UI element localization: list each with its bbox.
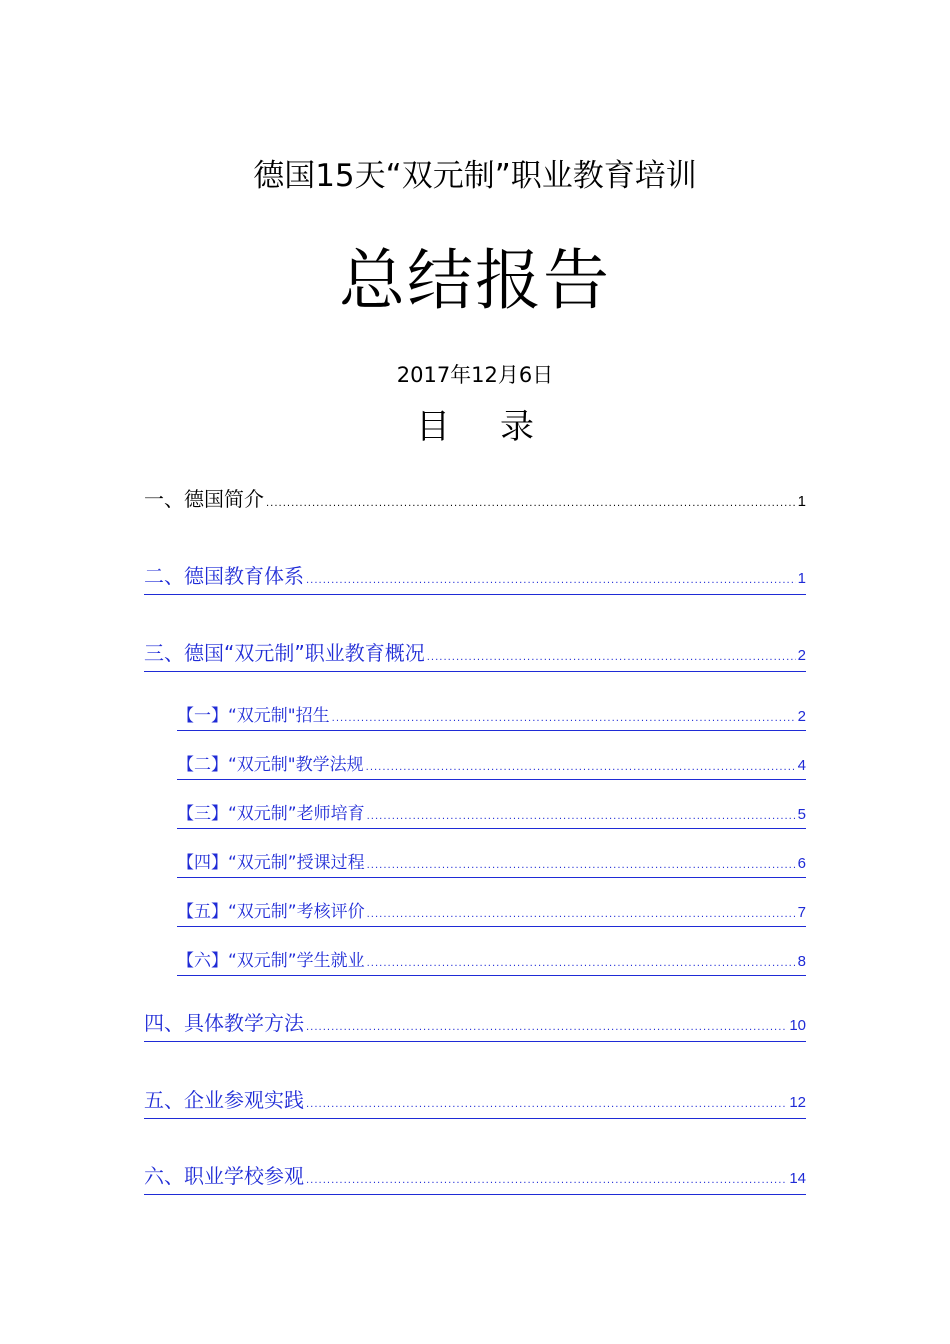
toc-entry-label: 【五】“双元制”考核评价 [177,902,365,922]
document-subtitle: 德国15天“双元制”职业教育培训 [253,158,697,194]
toc-page-number: 7 [797,904,806,921]
toc-leader-dots [306,1100,787,1110]
toc-leader-dots [266,499,796,509]
toc-leader-dots [427,653,796,663]
toc-page-number: 4 [797,757,806,774]
toc-page-number: 1 [797,493,806,510]
toc-entry-education-system[interactable] [144,561,806,595]
toc-entry-label: 四、具体教学方法 [144,1011,304,1035]
toc-heading: 目录 [416,407,584,447]
toc-entry-label: 六、职业学校参观 [144,1164,304,1188]
toc-entry-label: 【六】“双元制”学生就业 [177,951,365,971]
toc-page-number: 10 [789,1017,806,1034]
toc-page-number: 8 [797,953,806,970]
toc-entry-label: 五、企业参观实践 [144,1088,304,1112]
toc-entry-teacher-training[interactable] [177,801,806,829]
toc-page-number: 12 [789,1094,806,1111]
toc-leader-dots [367,959,796,969]
document-title: 总结报告 [339,242,611,319]
toc-entry-teaching-regulations[interactable] [177,752,806,780]
toc-page-number: 14 [789,1170,806,1187]
toc-leader-dots [306,1176,787,1186]
toc-leader-dots [367,910,796,920]
toc-entry-label: 【二】“双元制"教学法规 [177,755,364,775]
toc-entry-label: 【三】“双元制”老师培育 [177,804,365,824]
toc-entry-label: 【四】“双元制”授课过程 [177,853,365,873]
toc-entry-teaching-methods[interactable] [144,1008,806,1042]
toc-entry-label: 二、德国教育体系 [144,564,304,588]
toc-page-number: 2 [797,647,806,664]
toc-entry-label: 一、德国简介 [144,487,264,511]
toc-entry-teaching-process[interactable] [177,850,806,878]
toc-leader-dots [367,812,796,822]
toc-leader-dots [367,861,796,871]
toc-entry-assessment[interactable] [177,899,806,927]
toc-entry-employment[interactable] [177,948,806,976]
toc-page-number: 5 [797,806,806,823]
toc-leader-dots [366,763,796,773]
toc-entry-germany-intro[interactable] [144,484,806,517]
toc-leader-dots [332,714,796,724]
toc-entry-school-visits[interactable] [144,1161,806,1195]
toc-entry-company-visits[interactable] [144,1085,806,1119]
toc-leader-dots [306,1023,787,1033]
toc-leader-dots [306,576,796,586]
toc-entry-label: 【一】“双元制"招生 [177,706,330,726]
toc-page-number: 2 [797,708,806,725]
toc-page-number: 1 [797,570,806,587]
toc-entry-label: 三、德国“双元制”职业教育概况 [144,641,425,665]
toc-entry-enrollment[interactable] [177,703,806,731]
toc-entry-dual-system-overview[interactable] [144,638,806,672]
document-date: 2017年12月6日 [396,363,554,387]
toc-page-number: 6 [797,855,806,872]
